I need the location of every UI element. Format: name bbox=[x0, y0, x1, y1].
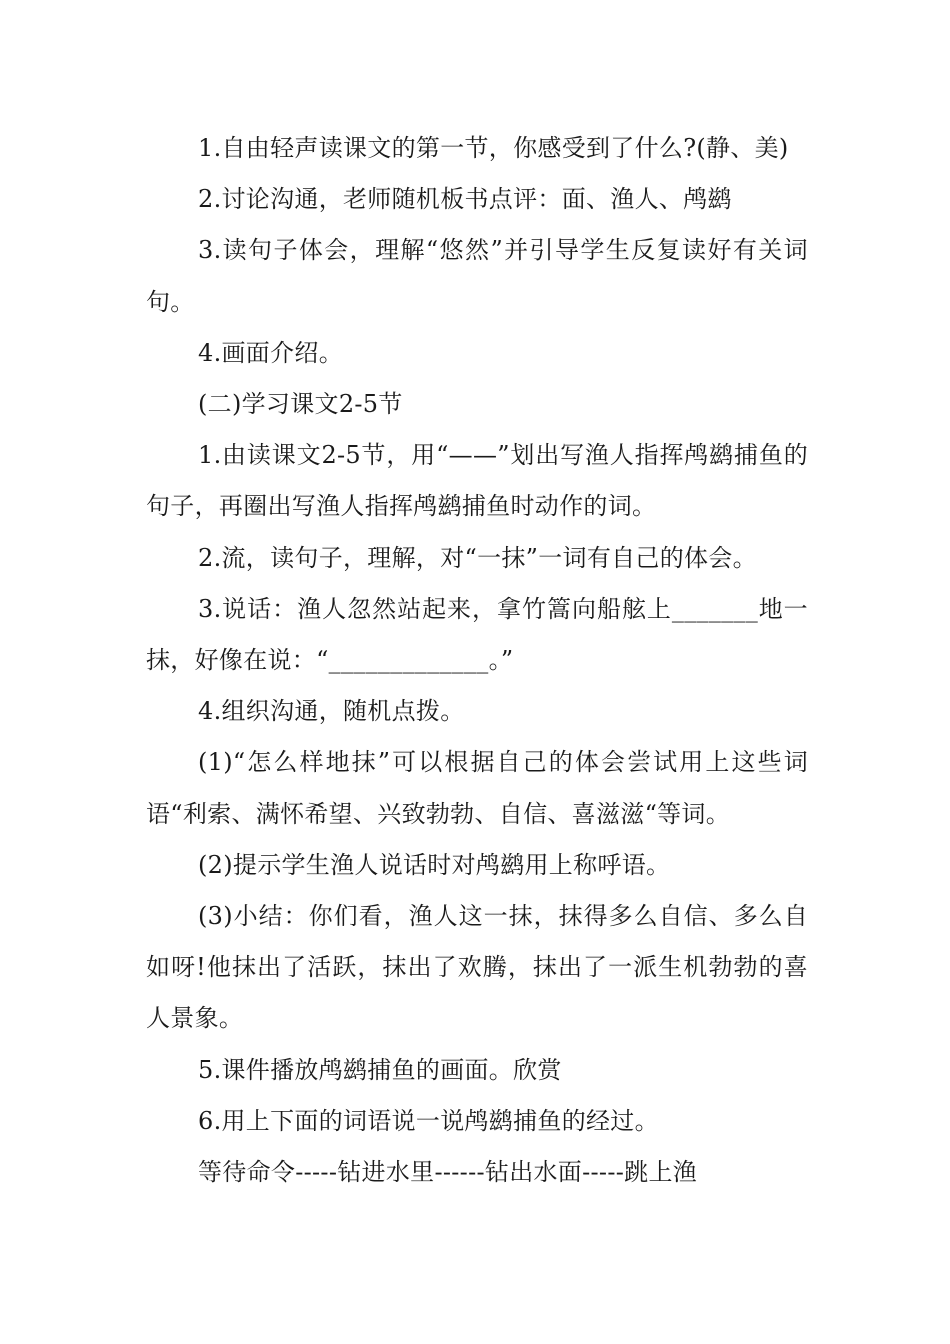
paragraph-4: 4.画面介绍。 bbox=[198, 338, 343, 367]
paragraph-15: 等待命令-----钻进水里------钻出水面-----跳上渔 bbox=[198, 1158, 698, 1187]
paragraph-12: (3)小结：你们看，渔人这一抹，抹得多么自信、多么自如呀!他抹出了活跃，抹出了欢腾，抹出了一派生机勃勃的喜人景象。 bbox=[146, 902, 808, 1033]
paragraph-8: 3.说话：渔人忽然站起来，拿竹篙向船舷上_______地一抹，好像在说：“_____________。” bbox=[146, 594, 808, 675]
paragraph-11: (2)提示学生渔人说话时对鸬鹚用上称呼语。 bbox=[198, 850, 671, 879]
paragraph-10: (1)“怎么样地抹”可以根据自己的体会尝试用上这些词语“利索、满怀希望、兴致勃勃、自信、喜滋滋“等词。 bbox=[146, 748, 808, 828]
paragraph-1: 1.自由轻声读课文的第一节，你感受到了什么?(静、美) bbox=[198, 134, 789, 162]
paragraph-2: 2.讨论沟通，老师随机板书点评：面、渔人、鸬鹚 bbox=[198, 185, 732, 214]
paragraph-13: 5.课件播放鸬鹚捕鱼的画面。欣赏 bbox=[198, 1055, 562, 1084]
section-heading: (二)学习课文2-5节 bbox=[198, 390, 403, 419]
paragraph-7: 2.流，读句子，理解，对“一抹”一词有自己的体会。 bbox=[198, 543, 757, 572]
paragraph-14: 6.用上下面的词语说一说鸬鹚捕鱼的经过。 bbox=[198, 1106, 659, 1135]
paragraph-6: 1.由读课文2-5节，用“——”划出写渔人指挥鸬鹚捕鱼的句子，再圈出写渔人指挥鸬鹚捕鱼时动作的词。 bbox=[146, 441, 808, 521]
paragraph-3: 3.读句子体会，理解“悠然”并引导学生反复读好有关词句。 bbox=[146, 236, 808, 316]
document-body bbox=[146, 123, 808, 1198]
paragraph-9: 4.组织沟通，随机点拨。 bbox=[198, 697, 465, 726]
